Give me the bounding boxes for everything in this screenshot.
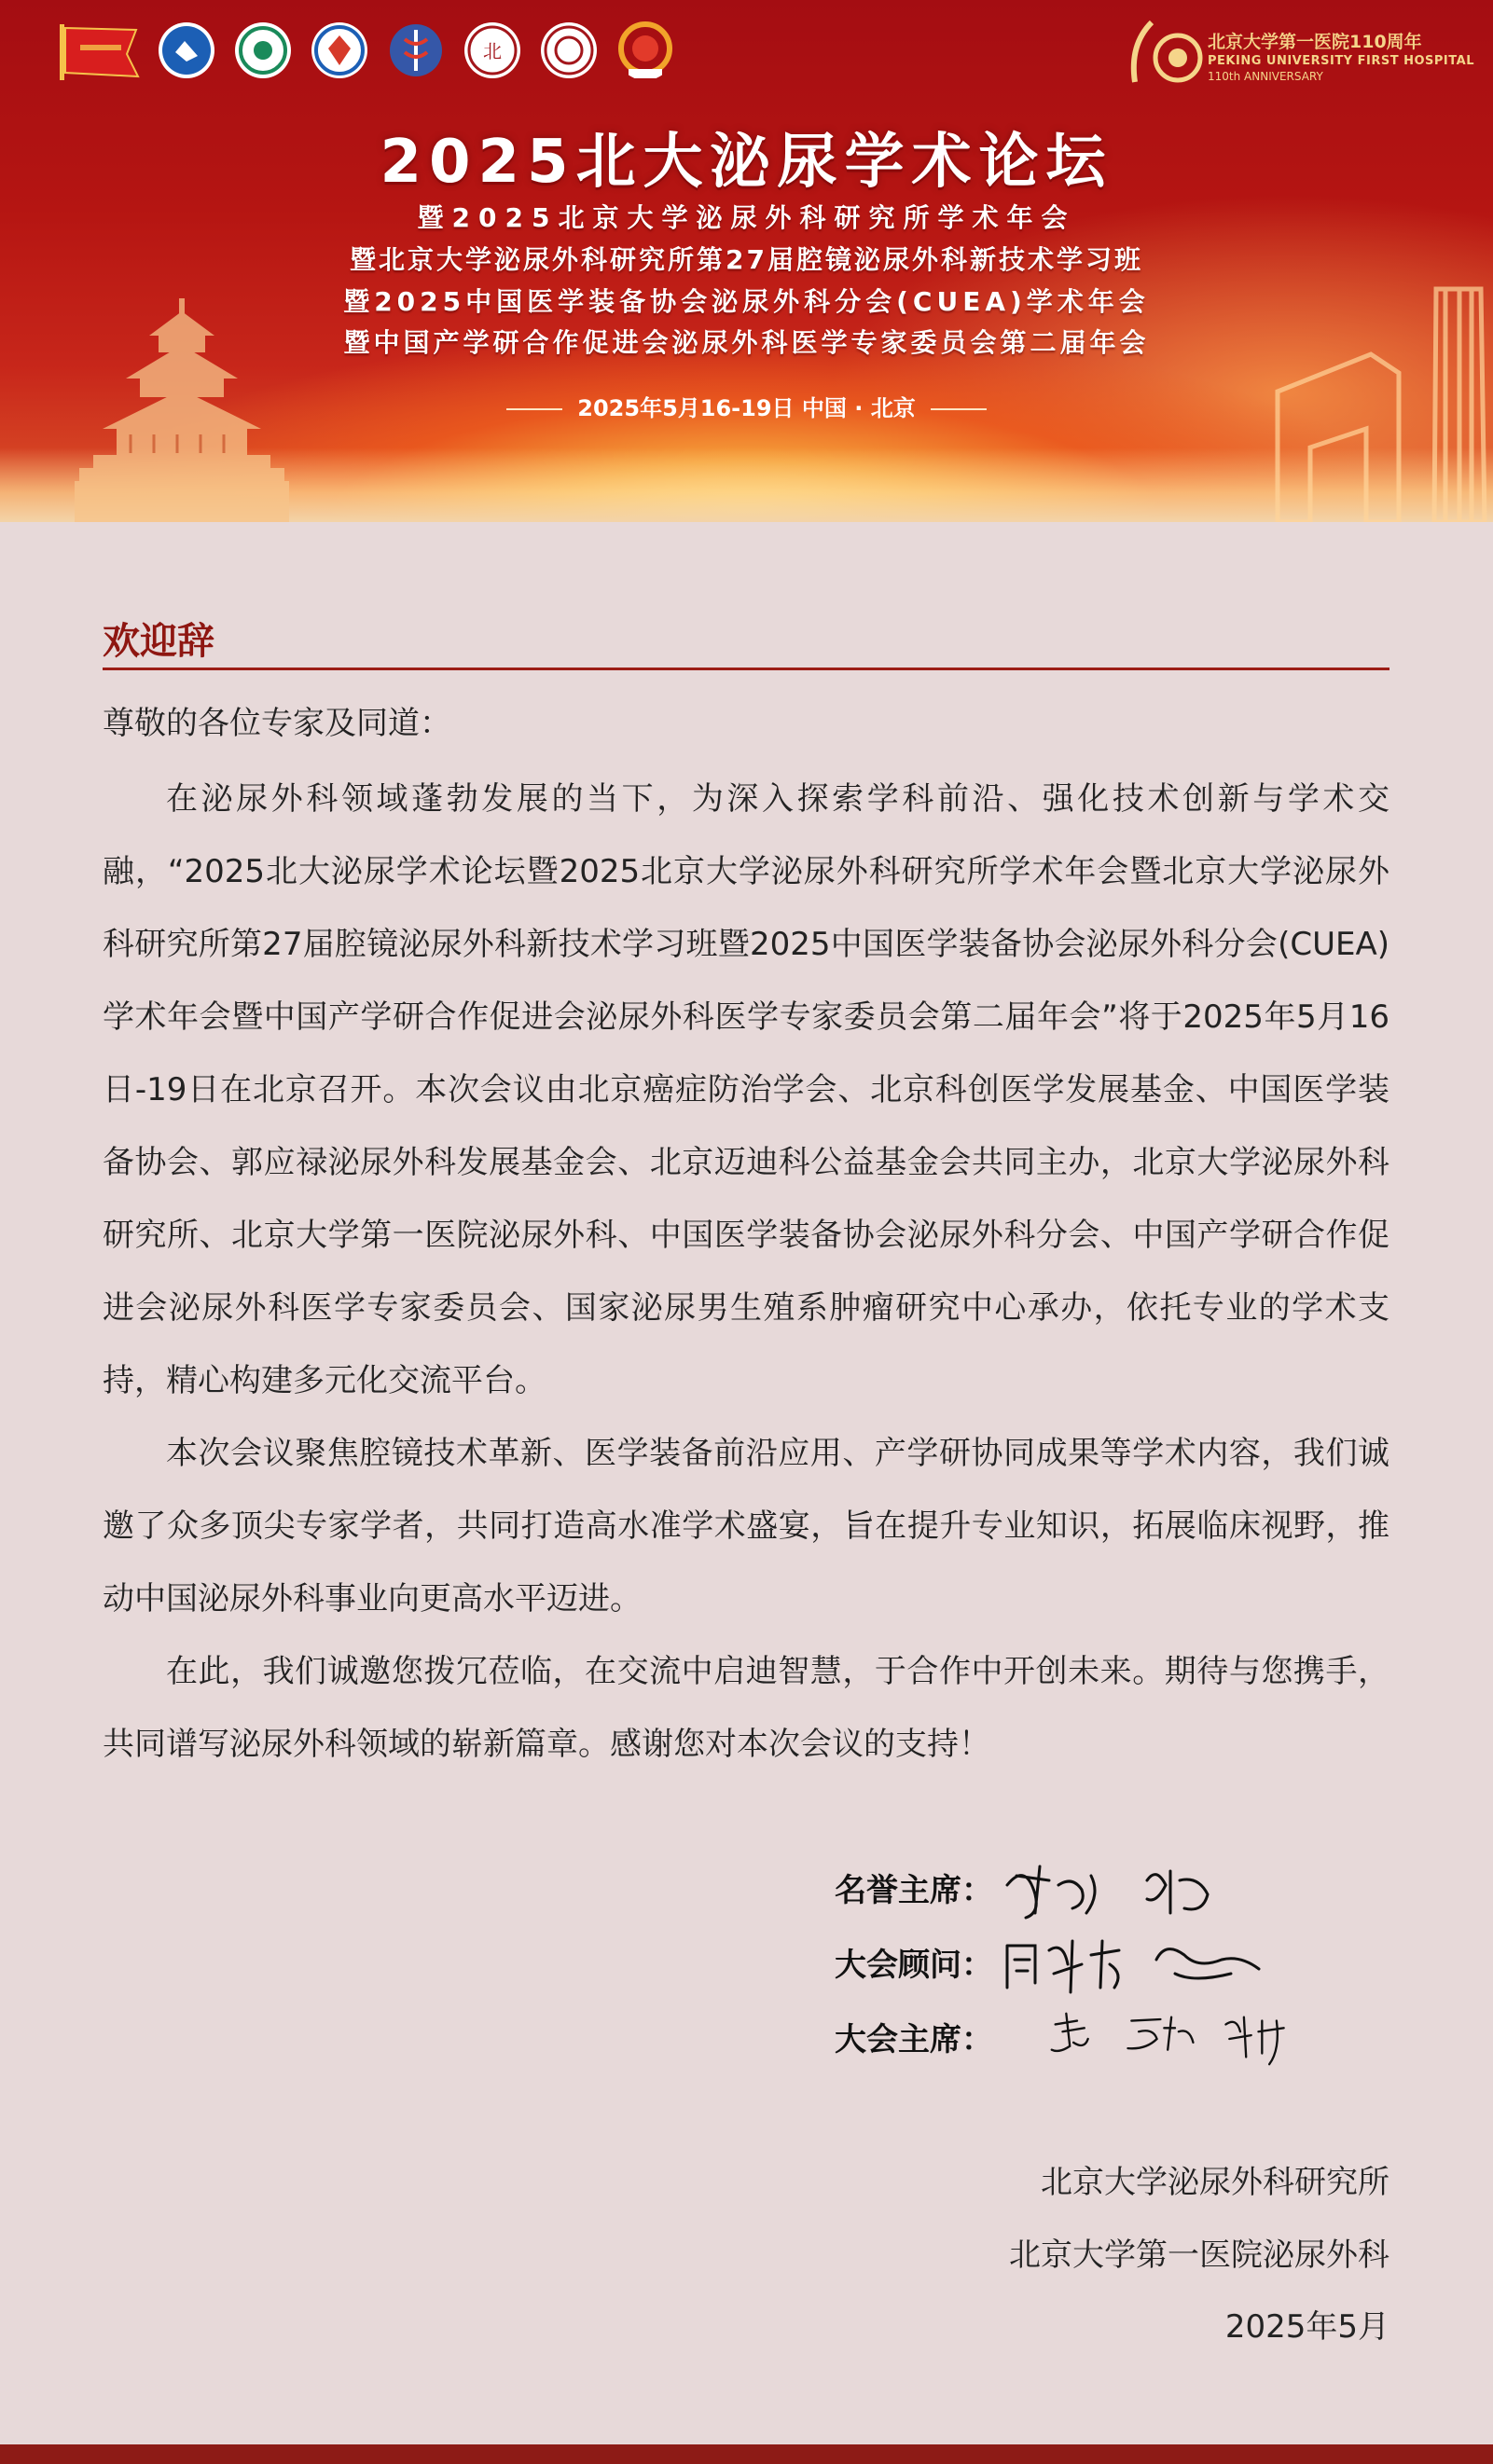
paragraph-2: 本次会议聚焦腔镜技术革新、医学装备前沿应用、产学研协同成果等学术内容，我们诚邀了众多顶尖专家学者，共同打造高水准学术盛宴，旨在提升专业知识，拓展临床视野，推动中国泌尿外科事业向更高水平迈进。: [103, 1435, 1389, 1617]
signature-row-chair: [835, 2006, 1413, 2072]
paragraph-1: 在泌尿外科领域蓬勃发展的当下，为深入探索学科前沿、强化技术创新与学术交融，“2025北大泌尿学术论坛暨2025北京大学泌尿外科研究所学术年会暨北京大学泌尿外科研究所第27届腔镜泌尿外科新技术学习班暨2025中国医学装备协会泌尿外科分会(CUEA)学术年会暨中国产学研合作促进会泌尿外科医学专家委员会第二届年会”将于2025年5月16日-19日在北京召开。本次会议由北京癌症防治学会、北京科创医学发展基金、中国医学装备协会、郭应禄泌尿外科发展基金会、北京迈迪科公益基金会共同主办，北京大学泌尿外科研究所、北京大学第一医院泌尿外科、中国医学装备协会泌尿外科分会、中国产学研合作促进会泌尿外科医学专家委员会、国家泌尿男生殖系肿瘤研究中心承办，依托专业的学术支持，精心构建多元化交流平台。: [103, 780, 1389, 1399]
date-divider-left: [506, 408, 562, 410]
university-logo-1-icon: [463, 21, 522, 80]
signature-block: [835, 1857, 1413, 2099]
header-banner: [0, 0, 1493, 522]
footer-bar: [0, 2444, 1493, 2464]
anniversary-english-1: PEKING UNIVERSITY FIRST HOSPITAL: [1208, 54, 1474, 68]
svg-text:北: 北: [483, 40, 502, 62]
organizer-2: 北京大学第一医院泌尿外科: [1009, 2237, 1389, 2274]
letter-date: 2025年5月: [1224, 2308, 1389, 2346]
paragraph-3: 在此，我们诚邀您拨冗莅临，在交流中启迪智慧，于合作中开创未来。期待与您携手，共同谱写泌尿外科领域的崭新篇章。感谢您对本次会议的支持！: [103, 1653, 1389, 1763]
date-divider-right: [931, 408, 987, 410]
date-location: 2025年5月16-19日 中国 · 北京: [577, 395, 916, 421]
handwritten-signature-icon: [998, 2006, 1417, 2072]
signature-label-chair: 大会主席：: [835, 2021, 993, 2058]
university-logo-2-icon: [539, 21, 599, 80]
anniversary-110-icon: [1124, 17, 1206, 91]
signature-row-honorary-chair: [835, 1857, 1413, 1922]
forum-subtitle-1: 暨2025北京大学泌尿外科研究所学术年会: [417, 202, 1076, 233]
signature-label-honorary-chair: 名誉主席：: [835, 1872, 993, 1909]
welcome-body: [103, 763, 1389, 1781]
organizer-1: 北京大学泌尿外科研究所: [1041, 2164, 1389, 2201]
handwritten-signature-icon: [998, 1932, 1278, 1997]
section-heading: 欢迎辞: [103, 620, 214, 663]
cuea-logo-icon: [615, 21, 675, 80]
caduceus-logo-icon: [386, 21, 446, 80]
forum-title: 2025北大泌尿学术论坛: [380, 128, 1113, 197]
anniversary-badge: [1124, 17, 1474, 91]
heading-underline: [103, 668, 1389, 670]
signature-label-advisor: 大会顾问：: [835, 1947, 993, 1984]
salutation: 尊敬的各位专家及同道：: [103, 705, 451, 742]
signature-row-advisor: [835, 1932, 1413, 1997]
flag-logo-icon: [52, 21, 142, 80]
association-logo-1-icon: [157, 21, 216, 80]
anniversary-english-2: 110th ANNIVERSARY: [1208, 70, 1323, 83]
forum-subtitle-2: 暨北京大学泌尿外科研究所第27届腔镜泌尿外科新技术学习班: [350, 244, 1143, 275]
anniversary-name: 北京大学第一医院110周年: [1208, 32, 1422, 52]
handwritten-signature-icon: [998, 1857, 1240, 1922]
forum-subtitle-4: 暨中国产学研合作促进会泌尿外科医学专家委员会第二届年会: [343, 327, 1150, 358]
forum-subtitle-3: 暨2025中国医学装备协会泌尿外科分会(CUEA)学术年会: [343, 286, 1150, 317]
date-location-row: [0, 390, 1493, 422]
association-logo-2-icon: [233, 21, 293, 80]
association-logo-3-icon: [310, 21, 369, 80]
